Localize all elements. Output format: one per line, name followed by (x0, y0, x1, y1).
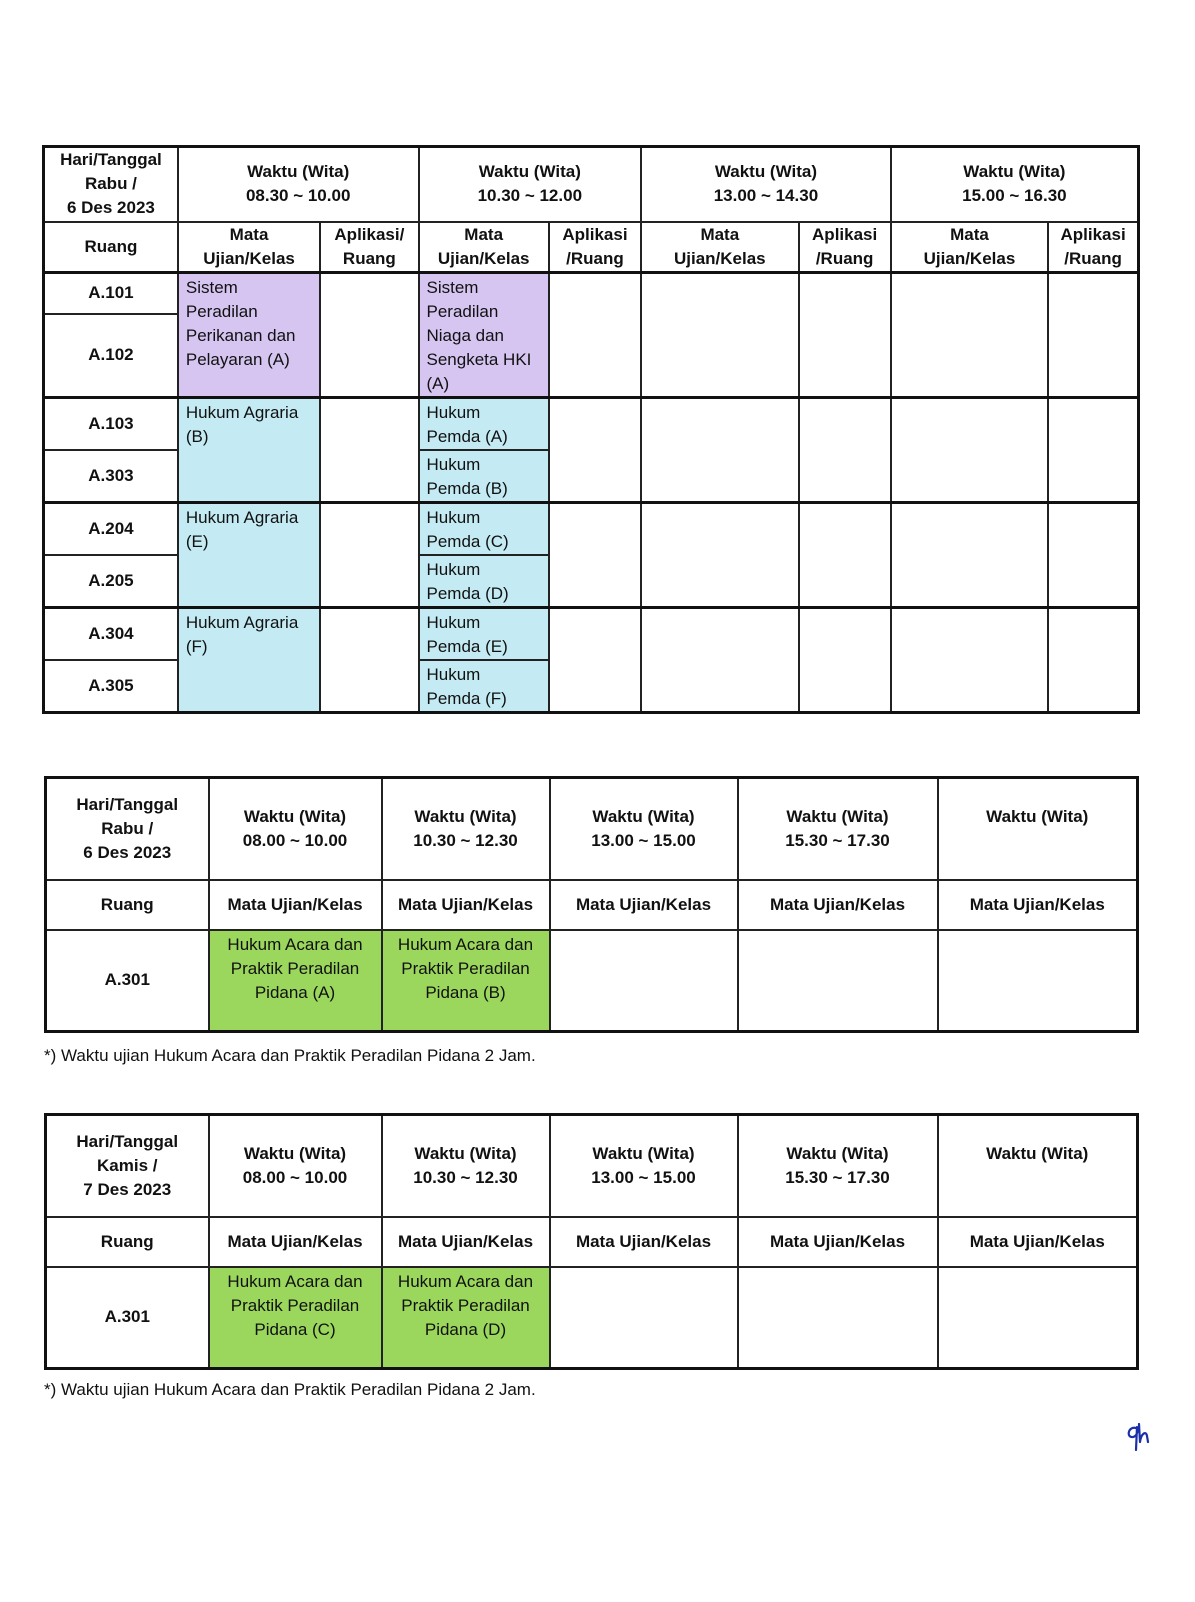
time-slot-header: Waktu (Wita) 08.00 ~ 10.00 (209, 1115, 382, 1217)
empty-cell (891, 397, 1048, 502)
empty-cell (320, 607, 418, 712)
aplikasi-header: Aplikasi /Ruang (799, 222, 891, 273)
room-cell: A.204 (44, 502, 178, 555)
ruang-header: Ruang (46, 880, 209, 930)
empty-cell (1048, 607, 1138, 712)
corner-date-cell: Hari/Tanggal Rabu / 6 Des 2023 (44, 147, 178, 222)
empty-cell (320, 272, 418, 397)
empty-cell (1048, 397, 1138, 502)
room-cell: A.304 (44, 607, 178, 660)
time-slot-header: Waktu (Wita) 13.00 ~ 15.00 (550, 778, 738, 880)
empty-cell (738, 1267, 938, 1369)
exam-subject-cell: Sistem Peradilan Niaga dan Sengketa HKI (A) (419, 272, 549, 397)
aplikasi-header: Aplikasi/ Ruang (320, 222, 418, 273)
empty-cell (641, 272, 798, 397)
empty-cell (641, 502, 798, 607)
schedule-table-wednesday-morning (42, 145, 1140, 714)
empty-cell (549, 502, 641, 607)
exam-subject-cell: Hukum Agraria (F) (178, 607, 320, 712)
time-slot-header: Waktu (Wita) 08.30 ~ 10.00 (178, 147, 419, 222)
empty-cell (549, 397, 641, 502)
schedule-table-thursday-a301 (44, 1113, 1139, 1370)
empty-cell (550, 930, 738, 1032)
mata-ujian-header: Mata Ujian/Kelas (382, 1217, 550, 1267)
aplikasi-header: Aplikasi /Ruang (549, 222, 641, 273)
empty-cell (738, 930, 938, 1032)
empty-cell (938, 930, 1138, 1032)
mata-ujian-header: Mata Ujian/Kelas (382, 880, 550, 930)
handwritten-initials-icon (1124, 1420, 1152, 1452)
exam-subject-cell: Hukum Acara dan Praktik Peradilan Pidana (D) (382, 1267, 550, 1369)
corner-date-cell: Hari/Tanggal Rabu / 6 Des 2023 (46, 778, 209, 880)
empty-cell (799, 502, 891, 607)
empty-cell (938, 1267, 1138, 1369)
mata-ujian-header: Mata Ujian/Kelas (938, 1217, 1138, 1267)
schedule-table-wednesday-a301 (44, 776, 1139, 1033)
empty-cell (550, 1267, 738, 1369)
exam-subject-cell: Hukum Pemda (D) (419, 555, 549, 608)
corner-date-cell: Hari/Tanggal Kamis / 7 Des 2023 (46, 1115, 209, 1217)
exam-subject-cell: Hukum Agraria (B) (178, 397, 320, 502)
room-cell: A.101 (44, 272, 178, 314)
time-slot-header: Waktu (Wita) 10.30 ~ 12.00 (419, 147, 642, 222)
time-slot-header: Waktu (Wita) 10.30 ~ 12.30 (382, 1115, 550, 1217)
room-cell: A.301 (46, 930, 209, 1032)
time-slot-header: Waktu (Wita) 13.00 ~ 15.00 (550, 1115, 738, 1217)
empty-cell (641, 397, 798, 502)
mata-ujian-header: Mata Ujian/Kelas (738, 1217, 938, 1267)
time-slot-header: Waktu (Wita) 10.30 ~ 12.30 (382, 778, 550, 880)
time-slot-header: Waktu (Wita) 15.00 ~ 16.30 (891, 147, 1139, 222)
exam-subject-cell: Hukum Pemda (C) (419, 502, 549, 555)
ruang-header: Ruang (46, 1217, 209, 1267)
time-slot-header: Waktu (Wita) 08.00 ~ 10.00 (209, 778, 382, 880)
empty-cell (799, 607, 891, 712)
exam-subject-cell: Hukum Pemda (B) (419, 450, 549, 503)
empty-cell (549, 272, 641, 397)
exam-subject-cell: Sistem Peradilan Perikanan dan Pelayaran (A) (178, 272, 320, 397)
empty-cell (641, 607, 798, 712)
empty-cell (320, 502, 418, 607)
room-cell: A.103 (44, 397, 178, 450)
footnote: *) Waktu ujian Hukum Acara dan Praktik Peradilan Pidana 2 Jam. (44, 1046, 536, 1065)
exam-subject-cell: Hukum Pemda (A) (419, 397, 549, 450)
mata-ujian-header: Mata Ujian/Kelas (550, 880, 738, 930)
time-slot-header: Waktu (Wita) 15.30 ~ 17.30 (738, 778, 938, 880)
aplikasi-header: Aplikasi /Ruang (1048, 222, 1138, 273)
empty-cell (1048, 502, 1138, 607)
exam-subject-cell: Hukum Acara dan Praktik Peradilan Pidana (C) (209, 1267, 382, 1369)
empty-cell (891, 607, 1048, 712)
empty-cell (320, 397, 418, 502)
mata-ujian-header: Mata Ujian/Kelas (641, 222, 798, 273)
exam-subject-cell: Hukum Pemda (E) (419, 607, 549, 660)
mata-ujian-header: Mata Ujian/Kelas (938, 880, 1138, 930)
mata-ujian-header: Mata Ujian/Kelas (550, 1217, 738, 1267)
empty-cell (1048, 272, 1138, 397)
mata-ujian-header: Mata Ujian/Kelas (891, 222, 1048, 273)
time-slot-header: Waktu (Wita) 13.00 ~ 14.30 (641, 147, 891, 222)
exam-subject-cell: Hukum Acara dan Praktik Peradilan Pidana (A) (209, 930, 382, 1032)
room-cell: A.305 (44, 660, 178, 713)
footnote: *) Waktu ujian Hukum Acara dan Praktik Peradilan Pidana 2 Jam. (44, 1380, 536, 1399)
empty-cell (891, 272, 1048, 397)
empty-cell (799, 272, 891, 397)
exam-subject-cell: Hukum Pemda (F) (419, 660, 549, 713)
room-cell: A.102 (44, 314, 178, 397)
empty-cell (799, 397, 891, 502)
exam-subject-cell: Hukum Acara dan Praktik Peradilan Pidana (B) (382, 930, 550, 1032)
room-cell: A.205 (44, 555, 178, 608)
mata-ujian-header: Mata Ujian/Kelas (738, 880, 938, 930)
mata-ujian-header: Mata Ujian/Kelas (209, 1217, 382, 1267)
mata-ujian-header: Mata Ujian/Kelas (419, 222, 549, 273)
time-slot-header: Waktu (Wita) (938, 778, 1138, 880)
exam-subject-cell: Hukum Agraria (E) (178, 502, 320, 607)
room-cell: A.303 (44, 450, 178, 503)
empty-cell (549, 607, 641, 712)
mata-ujian-header: Mata Ujian/Kelas (178, 222, 320, 273)
ruang-header: Ruang (44, 222, 178, 273)
empty-cell (891, 502, 1048, 607)
time-slot-header: Waktu (Wita) (938, 1115, 1138, 1217)
room-cell: A.301 (46, 1267, 209, 1369)
time-slot-header: Waktu (Wita) 15.30 ~ 17.30 (738, 1115, 938, 1217)
mata-ujian-header: Mata Ujian/Kelas (209, 880, 382, 930)
